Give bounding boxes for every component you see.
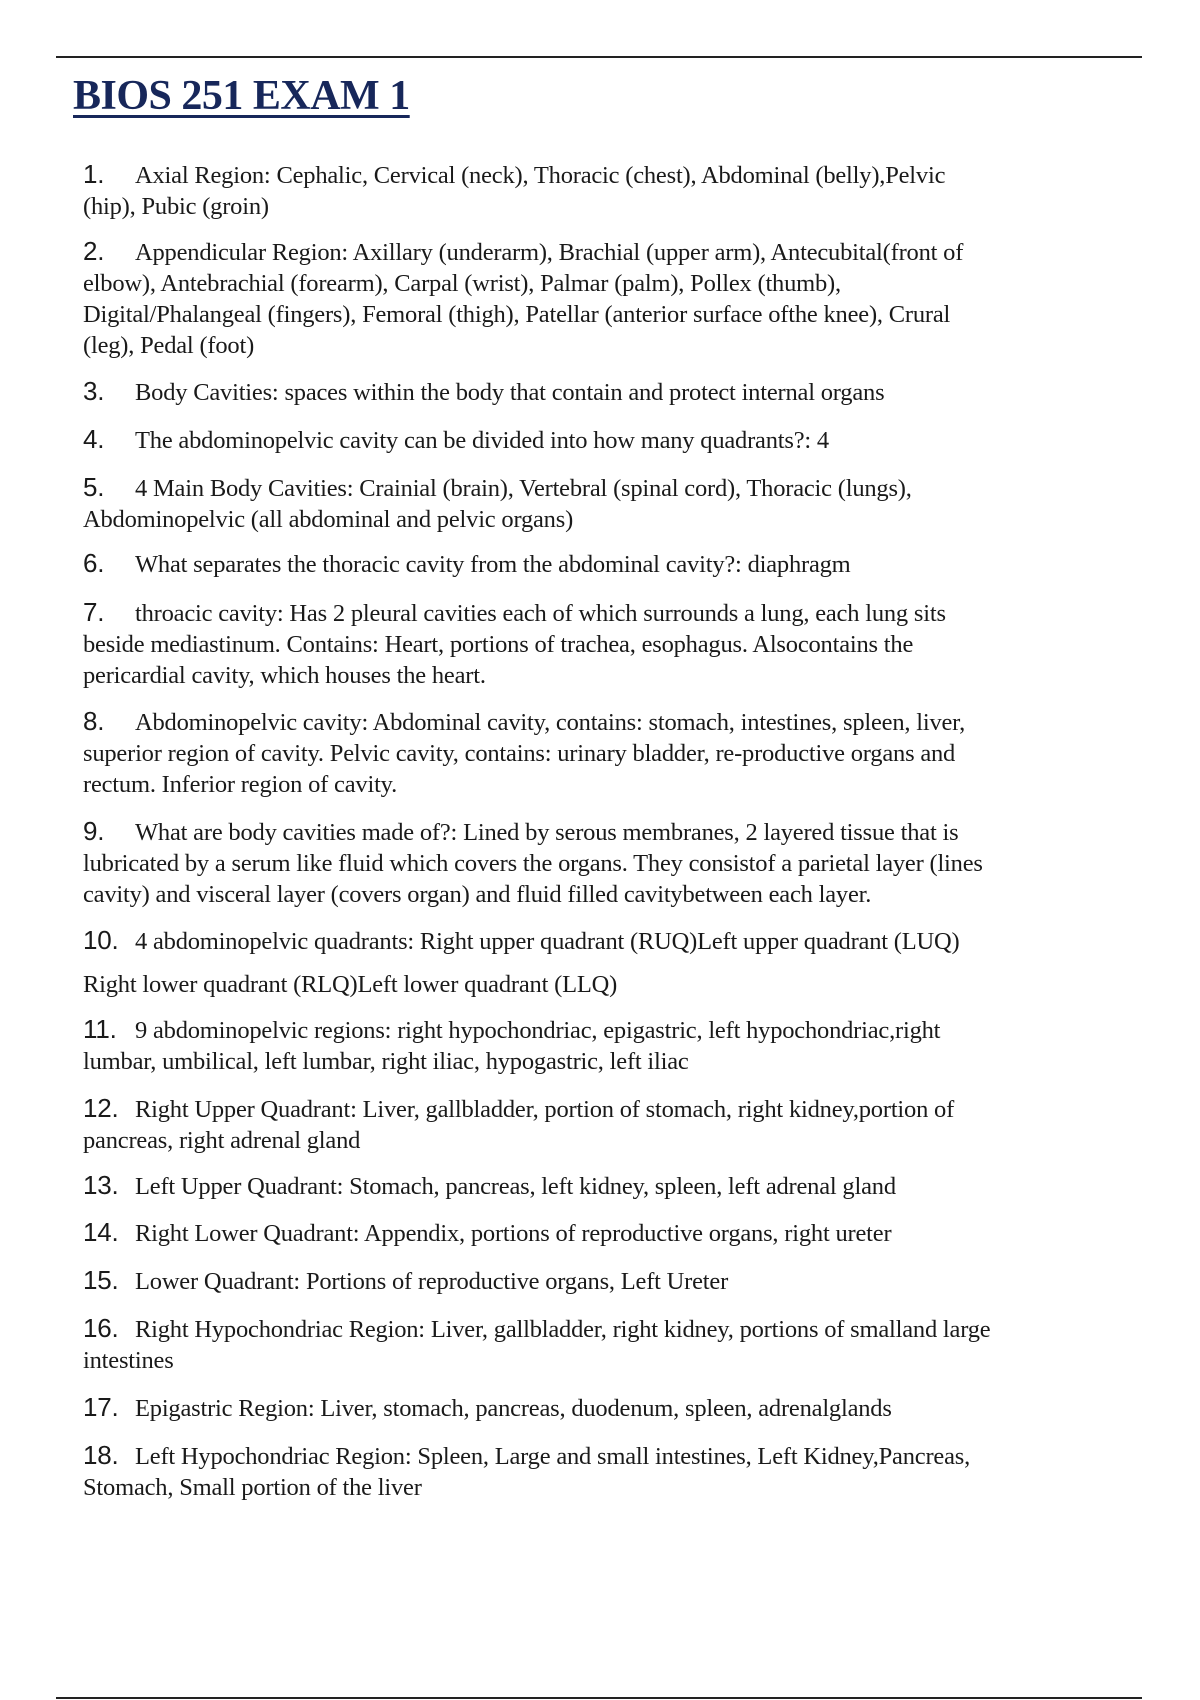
list-item (83, 816, 1153, 910)
item-text-line (83, 1046, 1153, 1077)
item-text-line (83, 1392, 1153, 1424)
item-text-line (83, 1170, 1153, 1202)
item-text-line (83, 424, 1153, 456)
item-number: 10. (83, 925, 119, 955)
item-text: 4 abdominopelvic quadrants: Right upper quadrant (RUQ)Left upper quadrant (LUQ) (135, 928, 960, 955)
item-text-line (83, 1217, 1153, 1249)
item-text: Abdominopelvic cavity: Abdominal cavity, contains: stomach, intestines, spleen, liver, (135, 709, 966, 736)
list-item (83, 925, 1153, 1000)
item-text-line (83, 236, 1153, 268)
item-number: 7. (83, 597, 105, 627)
item-text-line (83, 925, 1153, 957)
item-number: 18. (83, 1440, 119, 1470)
list-item (83, 376, 1153, 408)
item-text: The abdominopelvic cavity can be divided into how many quadrants?: 4 (135, 427, 829, 454)
item-text-line (83, 299, 1153, 330)
item-text: beside mediastinum. Contains: Heart, portions of trachea, esophagus. Alsocontains the (83, 631, 914, 658)
item-text-line (83, 1014, 1153, 1046)
item-text: Axial Region: Cephalic, Cervical (neck), Thoracic (chest), Abdominal (belly),Pelvic (135, 162, 946, 189)
item-number: 13. (83, 1170, 119, 1200)
item-text: Body Cavities: spaces within the body that contain and protect internal organs (135, 379, 885, 406)
list-item (83, 236, 1153, 361)
list-item (83, 1392, 1153, 1424)
item-text-line (83, 1440, 1153, 1472)
item-text: Abdominopelvic (all abdominal and pelvic organs) (83, 506, 574, 533)
item-text: Right Lower Quadrant: Appendix, portions of reproductive organs, right ureter (135, 1220, 892, 1247)
item-text: throacic cavity: Has 2 pleural cavities each of which surrounds a lung, each lung sits (135, 600, 946, 627)
item-text-line (83, 1093, 1153, 1125)
list-item (83, 159, 1153, 222)
item-text-line (83, 769, 1153, 800)
item-text-line (83, 629, 1153, 660)
item-text-line (83, 848, 1153, 879)
list-item (83, 706, 1153, 800)
item-number: 8. (83, 706, 105, 736)
item-text-line (83, 268, 1153, 299)
item-text-line (83, 1345, 1153, 1376)
item-text: lumbar, umbilical, left lumbar, right iliac, hypogastric, left iliac (83, 1048, 689, 1075)
list-item (83, 597, 1153, 691)
item-text-line (83, 472, 1153, 504)
item-text-line (83, 191, 1153, 222)
item-text: What are body cavities made of?: Lined by serous membranes, 2 layered tissue that is (135, 819, 959, 846)
item-text-line (83, 597, 1153, 629)
item-text-line (83, 548, 1153, 580)
list-item (83, 1014, 1153, 1077)
list-item (83, 1440, 1153, 1503)
bottom-rule (56, 1697, 1142, 1699)
list-item (83, 1170, 1153, 1202)
top-rule (56, 56, 1142, 58)
item-text-line (83, 1472, 1153, 1503)
item-text-line (83, 738, 1153, 769)
item-text-line (83, 816, 1153, 848)
item-number: 2. (83, 236, 105, 266)
item-number: 9. (83, 816, 105, 846)
list-item (83, 472, 1153, 535)
item-text-line (83, 660, 1153, 691)
item-number: 1. (83, 159, 105, 189)
item-text: Lower Quadrant: Portions of reproductive organs, Left Ureter (135, 1268, 729, 1295)
list-item (83, 1265, 1153, 1297)
item-text: Right Hypochondriac Region: Liver, gallbladder, right kidney, portions of smalland large (135, 1316, 991, 1343)
item-text: Right lower quadrant (RLQ)Left lower quadrant (LLQ) (83, 971, 618, 998)
item-text: 4 Main Body Cavities: Crainial (brain), Vertebral (spinal cord), Thoracic (lungs), (135, 475, 912, 502)
item-text: Appendicular Region: Axillary (underarm), Brachial (upper arm), Antecubital(front of (135, 239, 964, 266)
item-text: Left Upper Quadrant: Stomach, pancreas, left kidney, spleen, left adrenal gland (135, 1173, 896, 1200)
item-text: Epigastric Region: Liver, stomach, pancreas, duodenum, spleen, adrenalglands (135, 1395, 892, 1422)
item-text-line (83, 706, 1153, 738)
item-text-line (83, 879, 1153, 910)
item-number: 16. (83, 1313, 119, 1343)
item-text: What separates the thoracic cavity from the abdominal cavity?: diaphragm (135, 551, 851, 578)
item-number: 14. (83, 1217, 119, 1247)
item-text-line (83, 330, 1153, 361)
list-item (83, 424, 1153, 456)
item-text: elbow), Antebrachial (forearm), Carpal (wrist), Palmar (palm), Pollex (thumb), (83, 270, 841, 297)
item-text-line (83, 376, 1153, 408)
item-text: pericardial cavity, which houses the heart. (83, 662, 486, 689)
document-title: BIOS 251 EXAM 1 (73, 73, 410, 119)
item-number: 4. (83, 424, 105, 454)
item-text: rectum. Inferior region of cavity. (83, 771, 398, 798)
item-text-line (83, 969, 1153, 1000)
item-text: pancreas, right adrenal gland (83, 1127, 361, 1154)
item-number: 15. (83, 1265, 119, 1295)
item-text: intestines (83, 1347, 174, 1374)
item-text: Right Upper Quadrant: Liver, gallbladder, portion of stomach, right kidney,portion of (135, 1096, 955, 1123)
item-text-line (83, 159, 1153, 191)
item-text: 9 abdominopelvic regions: right hypochondriac, epigastric, left hypochondriac,right (135, 1017, 941, 1044)
item-text: (leg), Pedal (foot) (83, 332, 255, 359)
item-text-line (83, 1125, 1153, 1156)
list-item (83, 1093, 1153, 1156)
item-number: 5. (83, 472, 105, 502)
item-number: 12. (83, 1093, 119, 1123)
list-item (83, 1217, 1153, 1249)
item-text-line (83, 1265, 1153, 1297)
item-text: Digital/Phalangeal (fingers), Femoral (thigh), Patellar (anterior surface ofthe knee), Crural (83, 301, 951, 328)
list-item (83, 548, 1153, 580)
item-text-line (83, 1313, 1153, 1345)
item-text: Stomach, Small portion of the liver (83, 1474, 422, 1501)
item-text: Left Hypochondriac Region: Spleen, Large and small intestines, Left Kidney,Pancreas, (135, 1443, 971, 1470)
item-number: 11. (83, 1014, 117, 1044)
item-number: 3. (83, 376, 105, 406)
item-text: (hip), Pubic (groin) (83, 193, 269, 220)
item-number: 17. (83, 1392, 119, 1422)
item-text: superior region of cavity. Pelvic cavity, contains: urinary bladder, re-productive organs and (83, 740, 956, 767)
item-number: 6. (83, 548, 105, 578)
item-text-line (83, 504, 1153, 535)
item-text: cavity) and visceral layer (covers organ) and fluid filled cavitybetween each layer. (83, 881, 872, 908)
list-item (83, 1313, 1153, 1376)
item-text: lubricated by a serum like fluid which covers the organs. They consistof a parietal layer (lines (83, 850, 983, 877)
